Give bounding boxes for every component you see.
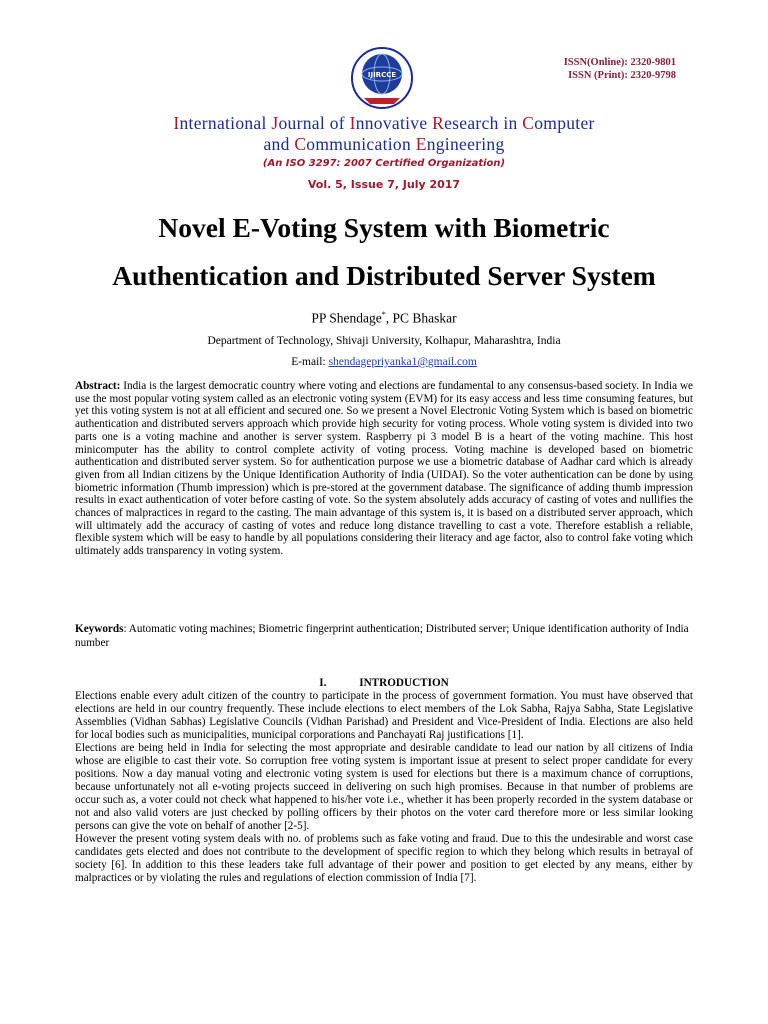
email-link[interactable]: shendagepriyanka1@gmail.com [328,356,477,368]
email-line [0,356,768,368]
journal-word-initial: R [432,113,445,133]
introduction-body [75,690,693,885]
logo-text: IJIRCCE [367,71,397,79]
journal-title [0,113,768,155]
abstract-label: Abstract: [75,380,121,392]
authors [0,310,768,327]
keywords-text: : Automatic voting machines; Biometric fingerprint authentication; Distributed server; Unique identification authority of India number [75,623,689,649]
journal-logo [350,46,414,110]
journal-word-initial: I [173,113,180,133]
affiliation: Department of Technology, Shivaji University, Kolhapur, Maharashtra, India [207,335,561,347]
journal-word-initial: J [271,113,279,133]
journal-word-initial: E [415,134,427,154]
section-heading-introduction [0,677,768,689]
volume-issue: Vol. 5, Issue 7, July 2017 [307,178,461,191]
author-separator: , [385,310,393,326]
journal-word-initial: C [294,134,307,154]
iso-certification: (An ISO 3297: 2007 Certified Organization) [262,158,506,169]
issn-online: ISSN(Online): 2320-9801 [563,57,676,68]
keywords [75,622,693,650]
author-2: PC Bhaskar [392,310,457,326]
email-label: E-mail: [291,356,329,368]
journal-title-line1: International Journal of Innovative Research in Computer [173,113,595,133]
author-1: PP Shendage [311,310,382,326]
intro-paragraph: Elections enable every adult citizen of the country to participate in the process of government formation. You must have observed that elections are held in our country frequently. These include elections to elect members of the Lok Sabha, Rajya Sabha, State Legislative Assemblies (Vidhan Sabhas) Legislative Councils (Vidhan Parishad) and President and Vice-President of India. Elections are also held for local bodies such as municipalities, municipal corporations and Panchayati Raj justifications [1]. [75,690,693,741]
paper-title-line2: Authentication and Distributed Server System [112,260,656,291]
keywords-label: Keywords [75,623,124,635]
journal-word-initial: I [349,113,356,133]
section-number: I. [319,677,327,689]
section-title: INTRODUCTION [359,677,449,689]
abstract [75,380,693,558]
paper-title [0,204,768,300]
abstract-text: India is the largest democratic country where voting and elections are fundamental to any consensus-based society. In India we use the most popular voting system called as an electronic voting system (EVM) for its easy access and less time consuming features, but yet this voting system is not at all efficient and secured one. So we present a Novel Electronic Voting System which is based on biometric authentication and distributed servers approach which provide high security for voting process. Whole voting system is divided into two parts one is a voting machine and another is server system. Raspberry pi 3 model B is a heart of the voting machine. This host minicomputer has the ability to control complete activity of voting process. Voting machine is developed based on biometric authentication and distributed server system. So for authentication purpose we use a biometric database of Aadhar card which is already given from all Indian citizens by the Unique Identification Authority of India (UIDAI). So the voter authentication can be done by using biometric information (Thumb impression) which is pre-stored at the government database. The significance of adding thumb impression results in exact authentication of voter before casting of vote. So the system absolutely adds accuracy of casting of votes and nullifies the chances of malpractices in regard to the casting. The main advantage of this system is, it is based on a distributed server approach, which will ultimately add the accuracy of casting of votes and reduce long distance travelling to cast a vote. Therefore establish a reliable, flexible system which will be easy to handle by all populations considering their literacy and age factor, also to control fake voting which ultimately adds transparency in voting system. [75,380,693,558]
paper-title-line1: Novel E-Voting System with Biometric [158,212,610,243]
issn-block [564,56,676,82]
intro-paragraph: However the present voting system deals with no. of problems such as fake voting and fraud. Due to this the undesirable and worst case candidates gets elected and does not contribute to the development of specific region to which they belong which results in betrayal of society [6]. In addition to this these leaders take full advantage of their power and position to get elected by any means, either by malpractices or by violating the rules and regulations of election commission of India [7]. [75,833,693,884]
journal-title-line2: and Communication Engineering [263,134,505,154]
journal-word-initial: C [522,113,535,133]
intro-paragraph: Elections are being held in India for selecting the most appropriate and desirable candidate to lead our nation by all citizens of India whose are eligible to cast their vote. So corruption free voting system is important issue at present to select proper candidate for every positions. Now a day manual voting and electronic voting system is used for elections but there is a maximum chance of corruptions, because unfortunately not all e-voting projects succeed in delivering on such high promises. Because in that number of problems are occur such as, a voter could not check what happened to his/her vote i.e., whether it has been properly recorded in the system database or not and also valid voters are just checked by polling officers by their photos on the voter card therefore more or less similar looking persons can give the vote on behalf of another [2-5]. [75,742,693,832]
corresponding-mark: * [381,310,386,319]
issn-print: ISSN (Print): 2320-9798 [568,70,676,81]
